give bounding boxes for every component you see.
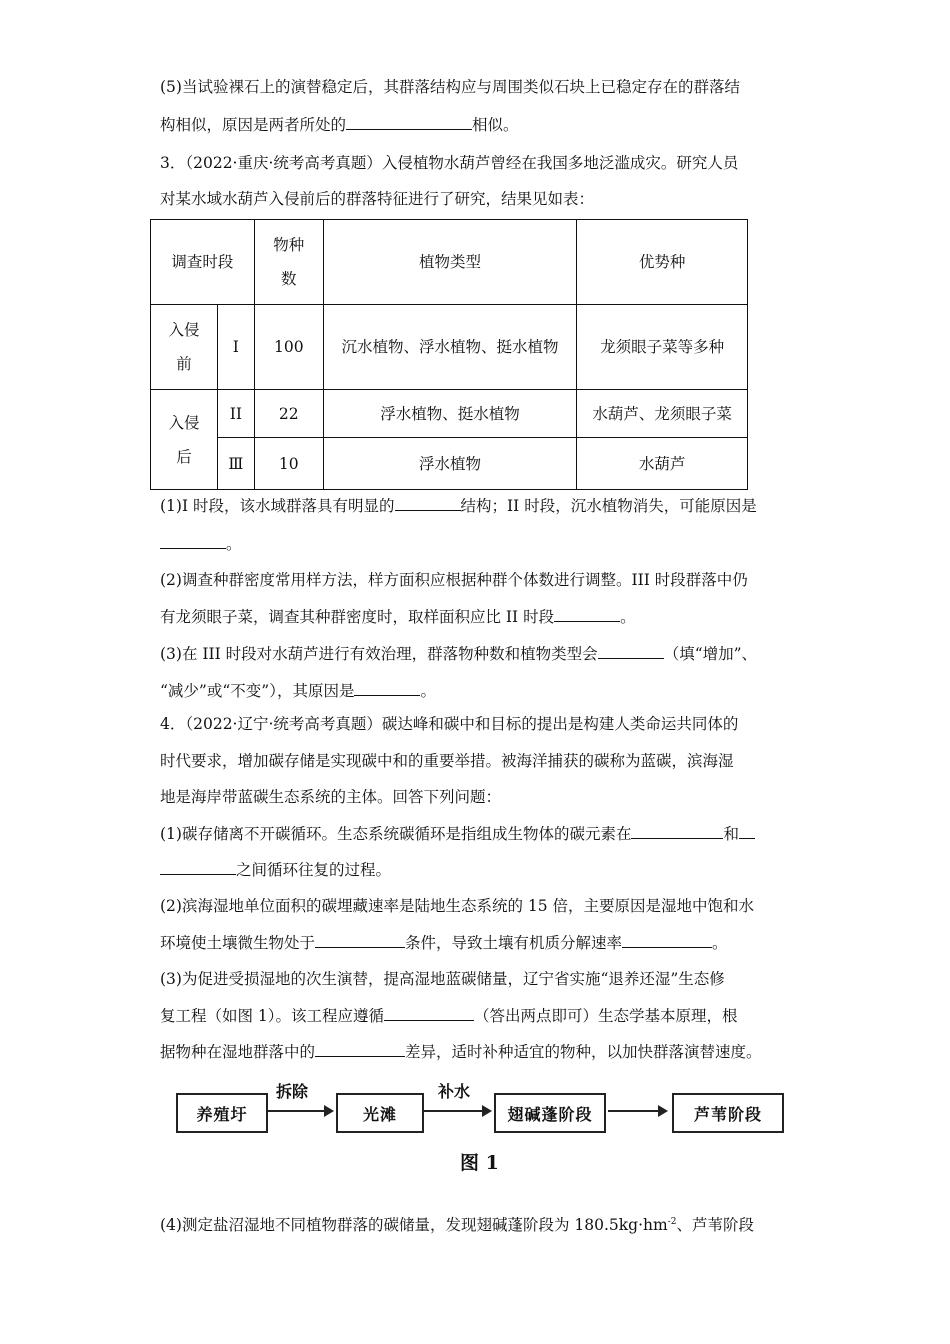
- q4-part3-line1: (3)为促进受损湿地的次生演替，提高湿地蓝碳储量，辽宁省实施“退养还湿”生态修: [160, 970, 725, 988]
- flow-arrow-2: [424, 1110, 490, 1112]
- answer-blank[interactable]: [631, 824, 723, 839]
- q4-intro-line1: 4．（2022·辽宁·统考高考真题）碳达峰和碳中和目标的提出是构建人类命运共同体的: [160, 715, 739, 733]
- q4-part3-text-b: （答出两点即可）生态学基本原理，根: [474, 1007, 738, 1025]
- q2-part5-text-b: 相似。: [472, 116, 519, 134]
- succession-flow-diagram: [176, 1082, 786, 1135]
- dominant-cell: 水葫芦: [577, 438, 748, 490]
- table-row: [151, 305, 748, 390]
- dominant-cell: 龙须眼子菜等多种: [577, 305, 748, 390]
- count-cell: 100: [254, 305, 323, 390]
- flow-arrow-1: [268, 1110, 332, 1112]
- answer-blank[interactable]: [622, 933, 712, 948]
- q4-part3-text-a: 复工程（如图 1）。该工程应遵循: [160, 1007, 385, 1025]
- q4-part3-text-c: 据物种在湿地群落中的: [160, 1043, 316, 1061]
- answer-blank[interactable]: [395, 496, 461, 511]
- phase-after-l2: 后: [176, 447, 192, 466]
- q3-part2-text-b: 。: [620, 608, 636, 626]
- answer-blank[interactable]: [554, 607, 620, 622]
- dominant-cell: 水葫芦、龙须眼子菜: [577, 390, 748, 438]
- phase-before-l1: 入侵: [168, 321, 200, 339]
- answer-blank[interactable]: [354, 681, 420, 696]
- stage-box-aquaculture: 养殖圩: [176, 1093, 268, 1133]
- q3-part3-text-d: 。: [420, 682, 436, 700]
- q3-part1-text-c: 。: [226, 535, 242, 553]
- q4-part3-line2: [160, 1006, 800, 1026]
- q3-part1-line2: [160, 534, 800, 554]
- q3-part2-text-a: 有龙须眼子菜，调查其种群密度时，取样面积应比 II 时段: [160, 608, 555, 626]
- unit-superscript: -2: [667, 1217, 677, 1227]
- table-row: [151, 438, 748, 490]
- header-dominant: 优势种: [577, 220, 748, 305]
- stage-box-mudflat: 光滩: [336, 1093, 424, 1133]
- answer-blank[interactable]: [160, 534, 226, 549]
- q3-part1-text-a: (1)I 时段，该水域群落具有明显的: [160, 497, 395, 515]
- header-period: 调查时段: [151, 220, 255, 305]
- q3-part3-line2: [160, 681, 800, 701]
- q3-intro-line2: 对某水域水葫芦入侵前后的群落特征进行了研究，结果见如表：: [160, 190, 595, 208]
- answer-blank[interactable]: [346, 115, 472, 130]
- answer-blank[interactable]: [384, 1006, 474, 1021]
- q4-part1-line2: [160, 860, 800, 880]
- count-cell: 22: [254, 390, 323, 438]
- q3-part3-text-a: (3)在 III 时段对水葫芦进行有效治理，群落物种数和植物类型会: [160, 645, 598, 663]
- table-row: [151, 390, 748, 438]
- q4-part3-text-d: 差异，适时补种适宜的物种，以加快群落演替速度。: [405, 1043, 762, 1061]
- flow-arrow-3: [608, 1110, 666, 1112]
- answer-blank[interactable]: [598, 644, 664, 659]
- types-cell: 浮水植物、挺水植物: [323, 390, 577, 438]
- q4-part2-line1: (2)滨海湿地单位面积的碳埋藏速率是陆地生态系统的 15 倍，主要原因是湿地中饱和水: [160, 897, 755, 915]
- q4-part2-line2: [160, 933, 800, 953]
- q4-part1-text-b: 和: [723, 825, 739, 843]
- table-header-row: [151, 220, 748, 305]
- q3-part1-text-b: 结构；II 时段，沉水植物消失，可能原因是: [460, 497, 757, 515]
- phase-after: [151, 390, 218, 490]
- types-cell: 沉水植物、浮水植物、挺水植物: [323, 305, 577, 390]
- q4-intro-line3: 地是海岸带蓝碳生态系统的主体。回答下列问题：: [160, 788, 502, 806]
- q4-part1-line1: [160, 824, 800, 844]
- q4-part2-text-b: 条件，导致土壤有机质分解速率: [405, 934, 623, 952]
- answer-blank[interactable]: [315, 1042, 405, 1057]
- q3-intro-line1: 3．（2022·重庆·统考高考真题）入侵植物水葫芦曾经在我国多地泛滥成灾。研究人员: [160, 154, 739, 172]
- q4-intro-line2: 时代要求，增加碳存储是实现碳中和的重要举措。被海洋捕获的碳称为蓝碳，滨海湿: [160, 752, 734, 770]
- q4-part1-text-c: 之间循环往复的过程。: [236, 861, 392, 879]
- stage-cell: II: [217, 390, 254, 438]
- q4-part2-text-c: 。: [712, 934, 728, 952]
- stage-cell: I: [217, 305, 254, 390]
- count-cell: 10: [254, 438, 323, 490]
- q2-part5-text-a: 构相似，原因是两者所处的: [160, 116, 347, 134]
- q3-part1-line1: [160, 496, 800, 516]
- q3-part3-line1: [160, 644, 800, 664]
- phase-before-l2: 前: [176, 355, 192, 373]
- q3-part2-line2: [160, 607, 800, 627]
- header-species-count-l2: 数: [281, 270, 297, 288]
- q4-part4-line1: [160, 1212, 800, 1235]
- q3-part3-text-b: （填“增加”、: [663, 645, 758, 663]
- q4-part3-line3: [160, 1042, 800, 1062]
- q3-part2-line1: (2)调查种群密度常用样方法，样方面积应根据种群个体数进行调整。III 时段群落中仍: [160, 571, 748, 589]
- header-species-count-l1: 物种: [273, 236, 305, 254]
- q4-part2-text-a: 环境使土壤微生物处于: [160, 934, 316, 952]
- q4-part4-text-a: (4)测定盐沼湿地不同植物群落的碳储量，发现翅碱蓬阶段为 180.5kg·hm: [160, 1216, 668, 1235]
- q2-part5-line1: (5)当试验裸石上的演替稳定后，其群落结构应与周围类似石块上已稳定存在的群落结: [160, 78, 740, 96]
- stage-cell: Ⅲ: [217, 438, 254, 490]
- answer-blank-cont[interactable]: [160, 860, 236, 875]
- q4-part4-text-b: 、芦苇阶段: [676, 1216, 754, 1235]
- figure-caption: 图 1: [460, 1152, 499, 1174]
- header-plant-types: 植物类型: [323, 220, 577, 305]
- arrow-label-water: 补水: [438, 1082, 471, 1101]
- stage-box-reed: 芦苇阶段: [672, 1093, 784, 1133]
- types-cell: 浮水植物: [323, 438, 577, 490]
- q4-part1-text-a: (1)碳存储离不开碳循环。生态系统碳循环是指组成生物体的碳元素在: [160, 825, 632, 843]
- phase-after-l1: 入侵: [168, 413, 200, 432]
- arrow-label-remove: 拆除: [276, 1082, 309, 1101]
- q2-part5-line2: [160, 115, 800, 135]
- stage-box-suaeda: 翅碱蓬阶段: [494, 1093, 606, 1133]
- q3-part3-text-c: “减少”或“不变”），其原因是: [160, 682, 355, 700]
- header-species-count: [254, 220, 323, 305]
- answer-blank[interactable]: [739, 824, 755, 839]
- phase-before: [151, 305, 218, 390]
- community-survey-table: [150, 219, 748, 490]
- answer-blank[interactable]: [315, 933, 405, 948]
